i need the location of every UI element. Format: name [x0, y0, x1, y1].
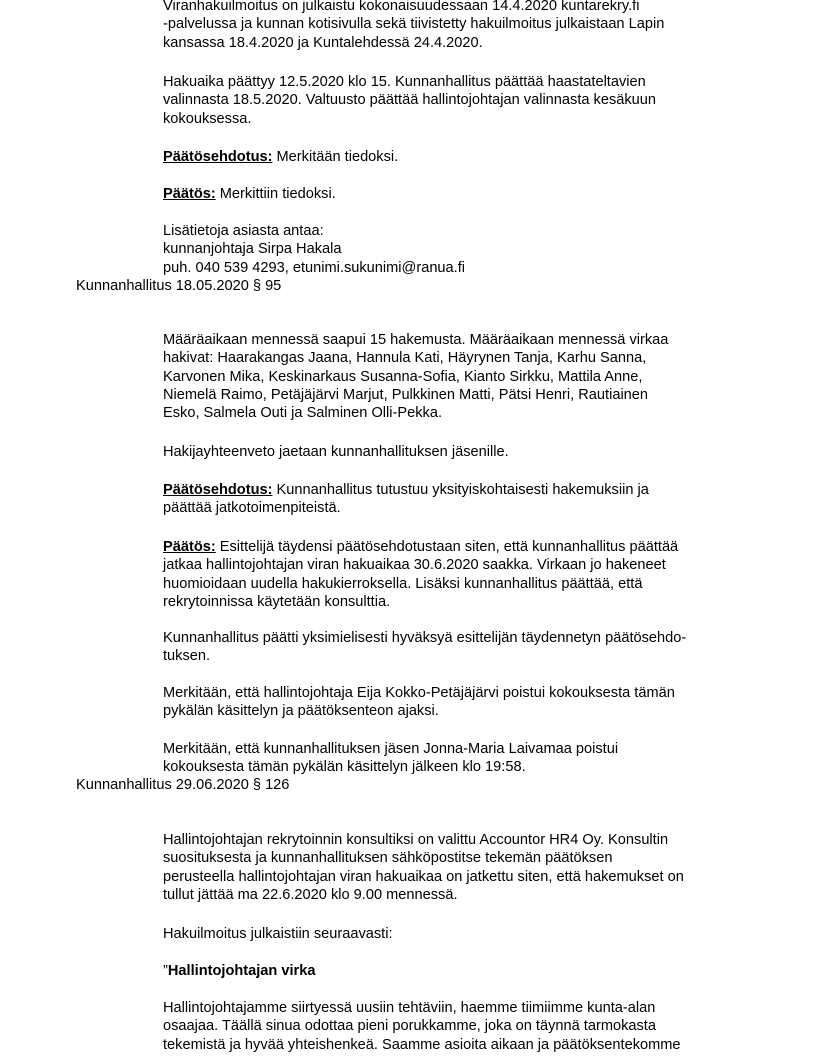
announcement-paragraph: Viranhakuilmoitus on julkaistu kokonaisuudessaan 14.4.2020 kuntarekry.fi -palvelussa ja kunnan kotisivulla sekä tiivistetty hakuilmoitus julkaistaan Lapin kansassa 18.4.2020 ja Kuntalehdessä 24.4.2020. — [163, 0, 665, 51]
decision-proposal-2: Päätösehdotus: Kunnanhallitus tutustuu yksityiskohtaisesti hakemuksiin ja päättää jatkotoimenpiteistä. — [163, 482, 649, 517]
decision-label: Päätös: — [163, 186, 216, 202]
meeting-heading-95: Kunnanhallitus 18.05.2020 § 95 — [76, 278, 282, 294]
decision-text: Merkittiin tiedoksi. — [215, 186, 336, 202]
published-paragraph: Hakuilmoitus julkaistiin seuraavasti: — [163, 926, 393, 942]
job-title-text: Hallintojohtajan virka — [167, 963, 316, 979]
recusal-paragraph-1: Merkitään, että hallintojohtaja Eija Kokko-Petäjäjärvi poistui kokouksesta tämän pykälän käsittelyn ja päätöksenteon ajaksi. — [163, 685, 675, 720]
quote-mark: ” — [163, 963, 168, 979]
applications-paragraph: Määräaikaan mennessä saapui 15 hakemusta. Määräaikaan mennessä virkaa hakivat: Haarakangas Jaana, Hannula Kati, Häyrynen Tanja, Karhu Sanna, Karvonen Mika, Keskinarkaus Susanna-Sofia, Kianto Sirkku, Mattila Anne, Niemelä Raimo, Petäjäjärvi Marjut, Pulkkinen Matti, Pätsi Henri, Rautiainen Esko, Salmela Outi ja Salminen Olli-Pekka. — [163, 332, 669, 422]
deadline-paragraph: Hakuaika päättyy 12.5.2020 klo 15. Kunnanhallitus päättää haastateltavien valinnasta 18.5.2020. Valtuusto päättää hallintojohtajan valinnasta kesäkuun kokouksessa. — [163, 74, 657, 127]
decision-1 — [163, 185, 763, 203]
job-intro-paragraph: Hallintojohtajamme siirtyessä uusiin tehtäviin, haemme tiimiimme kunta-alan osaajaa. Täällä sinua odottaa pieni porukkamme, joka on täynnä tarmokasta tekemistä ja hyvää yhteishenkeä. Saamme asioita aikaan ja päätöksentekomme — [163, 1000, 681, 1053]
decision-proposal-1 — [163, 148, 763, 166]
summary-paragraph: Hakijayhteenveto jaetaan kunnanhallituksen jäsenille. — [163, 444, 509, 460]
consultant-paragraph: Hallintojohtajan rekrytoinnin konsultiksi on valittu Accountor HR4 Oy. Konsultin suosituksesta ja kunnanhallituksen sähköpostitse tekemän päätöksen perusteella hallintojohtajan viran hakuaikaa on jatkettu siten, että hakemukset on tullut jättää ma 22.6.2020 klo 9.00 mennessä. — [163, 832, 684, 903]
decision-2: Päätös: Esittelijä täydensi päätösehdotustaan siten, että kunnanhallitus päättää jatkaa hallintojohtajan viran hakuaikaa 30.6.2020 saakka. Virkaan jo hakeneet huomioidaan uudella hakukierroksella. Lisäksi kunnanhallitus päättää, että rekrytoinnissa käytetään konsulttia. — [163, 539, 679, 610]
unanimous-paragraph: Kunnanhallitus päätti yksimielisesti hyväksyä esittelijän täydennetyn päätösehdo- tuksen. — [163, 630, 687, 665]
decision-label: Päätös: — [163, 539, 216, 555]
recusal-paragraph-2: Merkitään, että kunnanhallituksen jäsen Jonna-Maria Laivamaa poistui kokouksesta tämän pykälän käsittelyn jälkeen klo 19:58. — [163, 741, 619, 776]
meeting-heading-126: Kunnanhallitus 29.06.2020 § 126 — [76, 777, 290, 793]
proposal-label: Päätösehdotus: — [163, 149, 273, 165]
job-title — [163, 962, 763, 980]
proposal-text: Merkitään tiedoksi. — [272, 149, 399, 165]
proposal-label: Päätösehdotus: — [163, 482, 273, 498]
contact-info: Lisätietoja asiasta antaa: kunnanjohtaja Sirpa Hakala puh. 040 539 4293, etunimi.sukunimi@ranua.fi — [163, 223, 466, 276]
